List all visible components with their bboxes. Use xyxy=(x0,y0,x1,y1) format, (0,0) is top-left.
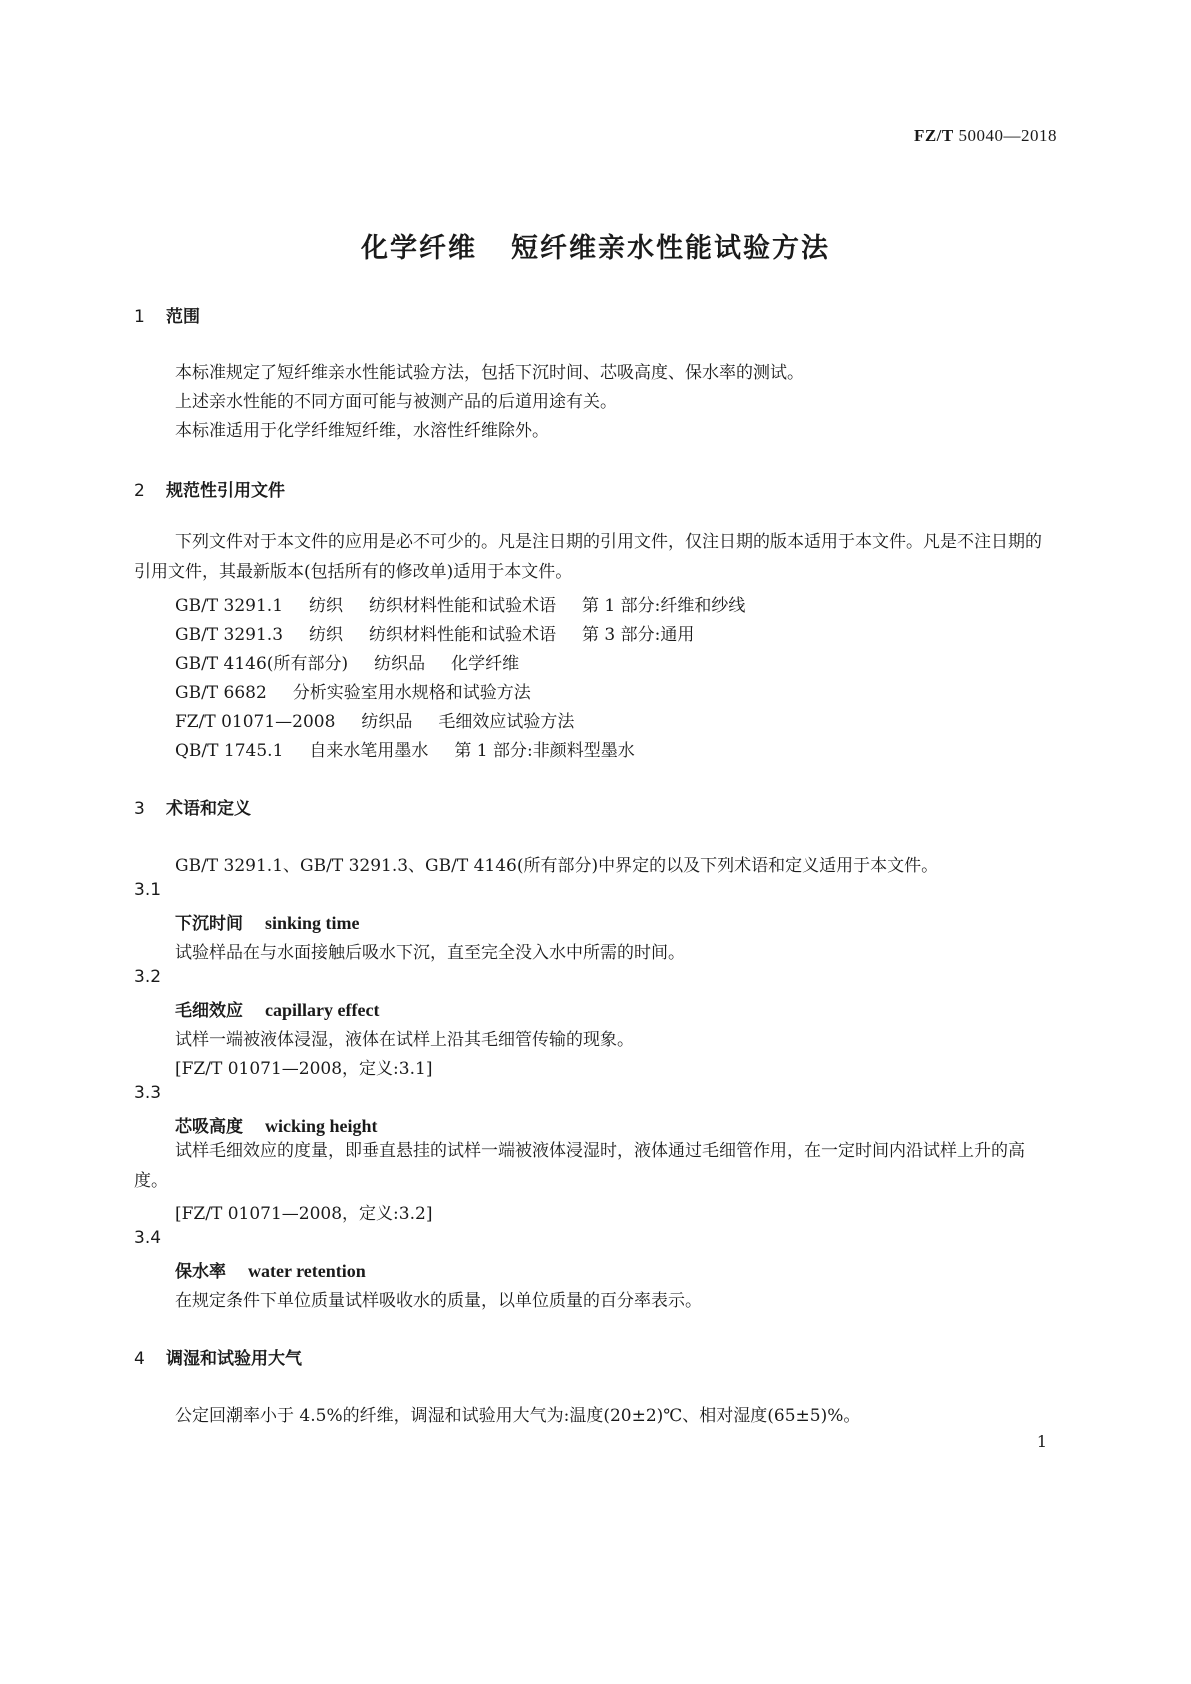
reference-part: 纺织 xyxy=(309,625,344,645)
term-en: wicking height xyxy=(265,1116,378,1136)
term-en: water retention xyxy=(248,1261,366,1281)
term-number: 3.3 xyxy=(134,1083,162,1103)
reference-part: 纺织 xyxy=(309,596,344,616)
document-title xyxy=(0,226,1191,265)
term-zh: 芯吸高度 xyxy=(175,1117,243,1137)
title-part1: 化学纤维 xyxy=(361,233,477,264)
page-number: 1 xyxy=(1036,1432,1047,1451)
reference-item xyxy=(175,620,694,645)
section-number: 4 xyxy=(134,1349,145,1369)
reference-item xyxy=(175,649,519,674)
paragraph: 公定回潮率小于 4.5%的纤维，调湿和试验用大气为:温度(20±2)℃、相对湿度(65±5)%。 xyxy=(175,1406,861,1426)
term-heading xyxy=(175,1257,366,1282)
title-part2: 短纤维亲水性能试验方法 xyxy=(511,233,830,264)
reference-code: GB/T 3291.3 xyxy=(175,625,284,645)
term-zh: 毛细效应 xyxy=(175,1001,243,1021)
section-number: 2 xyxy=(134,481,145,501)
section-number: 1 xyxy=(134,307,145,327)
reference-part: 纺织材料性能和试验术语 xyxy=(369,625,557,645)
reference-part: 第 1 部分:纤维和纱线 xyxy=(582,596,746,616)
standard-code xyxy=(914,126,1057,146)
reference-part: 纺织品 xyxy=(374,654,426,674)
reference-part: 纺织材料性能和试验术语 xyxy=(369,596,557,616)
term-definition: 试验样品在与水面接触后吸水下沉，直至完全没入水中所需的时间。 xyxy=(175,943,685,963)
paragraph: 下列文件对于本文件的应用是必不可少的。凡是注日期的引用文件，仅注日期的版本适用于本文件。凡是不注日期的引用文件，其最新版本(包括所有的修改单)适用于本文件。 xyxy=(134,532,1042,582)
section-3-heading xyxy=(134,794,251,819)
standard-prefix: FZ/T xyxy=(913,126,954,145)
reference-code: FZ/T 01071—2008 xyxy=(175,712,336,732)
reference-item xyxy=(175,736,635,761)
reference-item xyxy=(175,707,574,732)
term-source: [FZ/T 01071—2008，定义:3.2] xyxy=(175,1204,433,1224)
reference-part: 纺织品 xyxy=(361,712,413,732)
section-number: 3 xyxy=(134,799,145,819)
reference-part: 第 1 部分:非颜料型墨水 xyxy=(454,741,635,761)
section-4-heading xyxy=(134,1344,302,1369)
paragraph: 本标准规定了短纤维亲水性能试验方法，包括下沉时间、芯吸高度、保水率的测试。 xyxy=(175,363,804,383)
standard-number: 50040—2018 xyxy=(958,126,1057,145)
term-heading xyxy=(175,909,360,934)
term-number: 3.2 xyxy=(134,967,162,987)
paragraph: 本标准适用于化学纤维短纤维，水溶性纤维除外。 xyxy=(175,421,549,441)
reference-part: 自来水笔用墨水 xyxy=(309,741,429,761)
term-heading xyxy=(175,1112,378,1137)
reference-code: GB/T 3291.1 xyxy=(175,596,284,616)
section-title: 规范性引用文件 xyxy=(166,481,285,501)
reference-part: 化学纤维 xyxy=(451,654,520,674)
section-2-heading xyxy=(134,476,285,501)
reference-item xyxy=(175,678,531,703)
paragraph: 上述亲水性能的不同方面可能与被测产品的后道用途有关。 xyxy=(175,392,617,412)
term-definition: 试样一端被液体浸湿，液体在试样上沿其毛细管传输的现象。 xyxy=(175,1030,634,1050)
term-en: capillary effect xyxy=(265,1000,380,1020)
term-source: [FZ/T 01071—2008，定义:3.1] xyxy=(175,1059,433,1079)
reference-part: 第 3 部分:通用 xyxy=(582,625,695,645)
section-title: 调湿和试验用大气 xyxy=(166,1349,302,1369)
section-1-heading xyxy=(134,302,200,327)
term-definition: 试样毛细效应的度量，即垂直悬挂的试样一端被液体浸湿时，液体通过毛细管作用，在一定时间内沿试样上升的高度。 xyxy=(134,1141,1025,1191)
term-number: 3.1 xyxy=(134,880,162,900)
term-heading xyxy=(175,996,379,1021)
term-en: sinking time xyxy=(265,913,360,933)
paragraph: GB/T 3291.1、GB/T 3291.3、GB/T 4146(所有部分)中界定的以及下列术语和定义适用于本文件。 xyxy=(175,856,939,876)
section-title: 术语和定义 xyxy=(166,799,251,819)
reference-code: GB/T 6682 xyxy=(175,683,267,703)
term-number: 3.4 xyxy=(134,1228,162,1248)
reference-item xyxy=(175,591,745,616)
term-zh: 下沉时间 xyxy=(175,914,243,934)
reference-part: 分析实验室用水规格和试验方法 xyxy=(292,683,531,703)
reference-part: 毛细效应试验方法 xyxy=(438,712,575,732)
section-title: 范围 xyxy=(166,307,200,327)
reference-code: GB/T 4146(所有部分) xyxy=(175,654,349,674)
term-zh: 保水率 xyxy=(175,1262,226,1282)
term-definition: 在规定条件下单位质量试样吸收水的质量，以单位质量的百分率表示。 xyxy=(175,1291,702,1311)
reference-code: QB/T 1745.1 xyxy=(175,741,284,761)
